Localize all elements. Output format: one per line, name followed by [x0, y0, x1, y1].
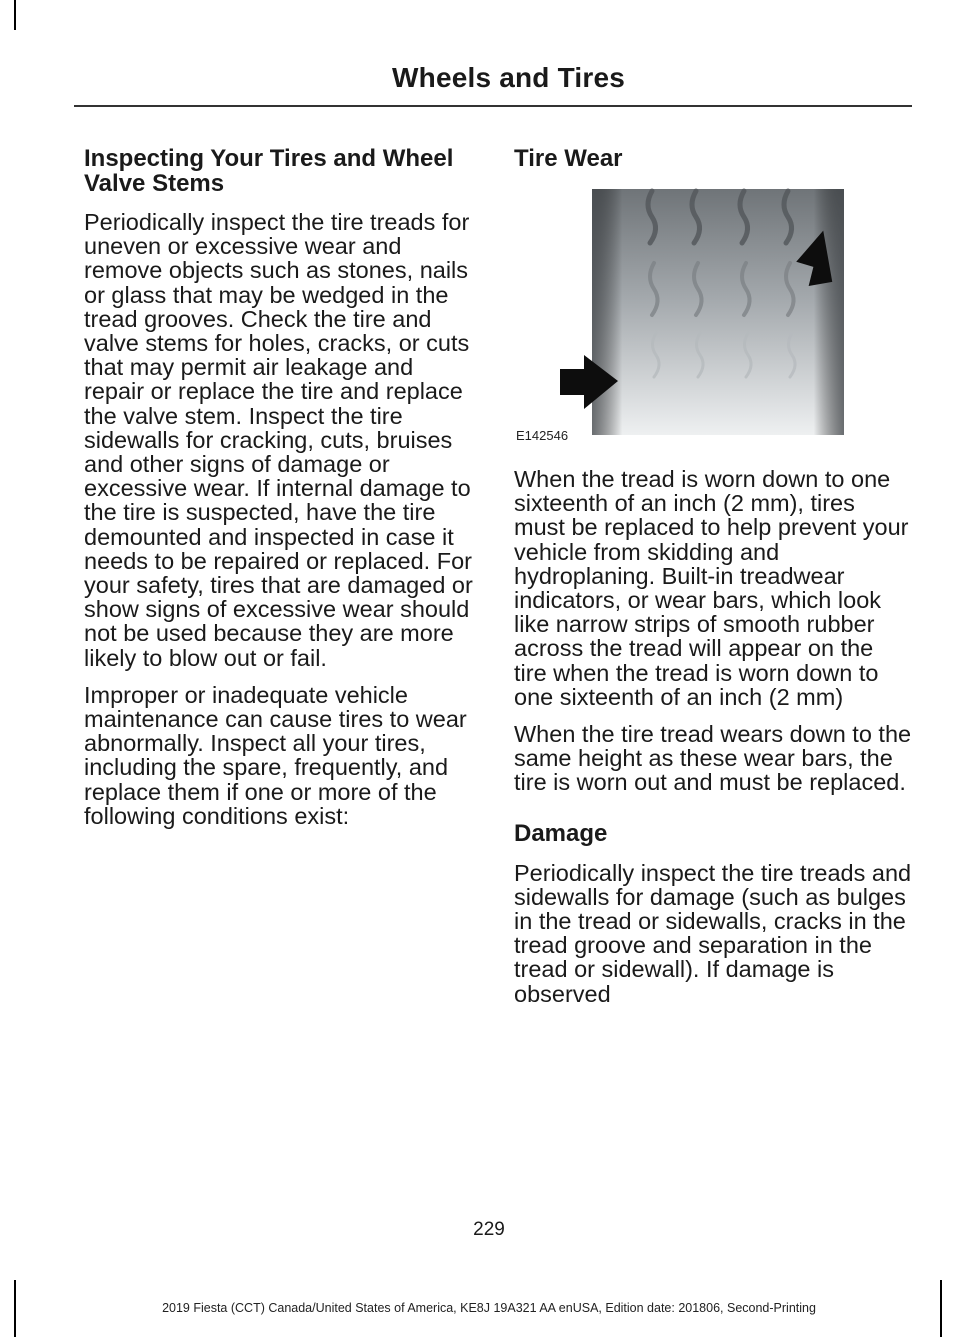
left-column [84, 146, 479, 841]
paragraph-tread-worn: When the tread is worn down to one sixteenth of an inch (2 mm), tires must be replaced to help prevent your vehicle from skidding and hydroplaning. Built-in treadwear indicators, or wear bars, which look like narrow strips of smooth rubber across the tread will appear on the tire when the tread is worn down to one sixteenth of an inch (2 mm) [514, 466, 909, 710]
page-number: 229 [473, 1219, 505, 1240]
paragraph-inspect-treads: Periodically inspect the tire treads for uneven or excessive wear and remove objects such as stones, nails or glass that may be wedged in the tread grooves. Check the tire and valve stems for holes, cracks, or cuts that may permit air leakage and repair or replace the tire and replace the valve stem. Inspect the tire sidewalls for cracking, cuts, bruises and other signs of damage or excessive wear. If internal damage to the tire is suspected, have the tire demounted and inspected in case it needs to be repaired or replaced. For your safety, tires that are damaged or show signs of excessive wear should not be used because they are more likely to blow out or fail. [84, 209, 473, 671]
paragraph-improper-maintenance: Improper or inadequate vehicle maintenance can cause tires to wear abnormally. Inspect all your tires, including the spare, frequently, and replace them if one or more of the following conditions exist: [84, 681, 467, 829]
tire-tread-image [514, 185, 912, 451]
section-heading-inspecting: Inspecting Your Tires and Wheel Valve Stems [84, 145, 454, 197]
section-heading-tire-wear: Tire Wear [514, 145, 623, 172]
page-section-title: Wheels and Tires [392, 62, 625, 93]
footer-edition-info: 2019 Fiesta (CCT) Canada/United States of America, KE8J 19A321 AA enUSA, Edition date: 201806, Second-Printing [162, 1301, 816, 1315]
header-divider [74, 105, 912, 107]
paragraph-wear-bars: When the tire tread wears down to the same height as these wear bars, the tire is worn out and must be replaced. [514, 721, 912, 796]
right-column [514, 146, 912, 1019]
crop-mark [14, 0, 16, 30]
paragraph-damage: Periodically inspect the tire treads and sidewalls for damage (such as bulges in the tread or sidewalls, cracks in the tread groove and separation in the tread or sidewall). If damage is observed [514, 859, 912, 1007]
tire-wear-figure [514, 185, 912, 451]
section-heading-damage: Damage [514, 819, 608, 847]
figure-id: E142546 [516, 428, 569, 443]
